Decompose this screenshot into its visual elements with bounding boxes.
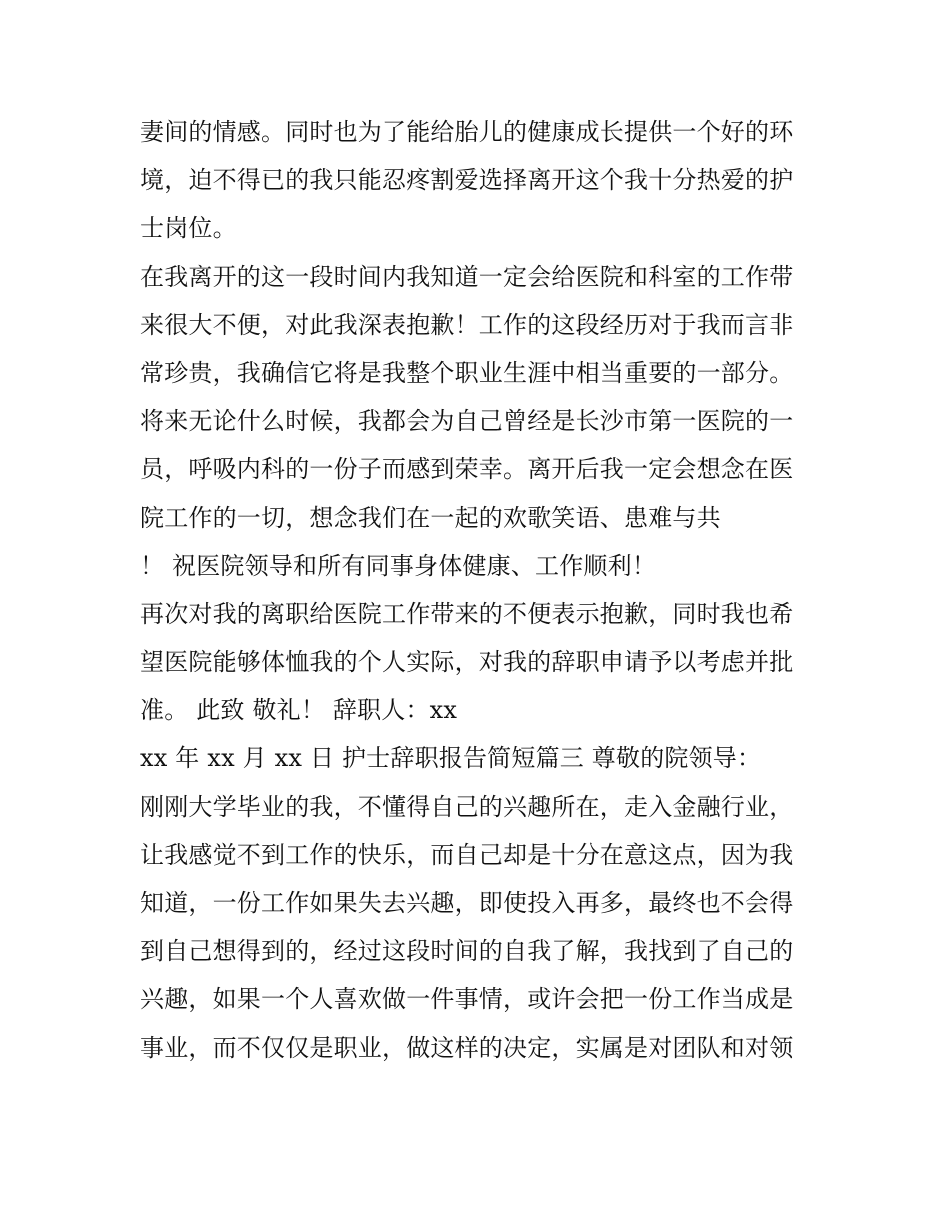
text-line-13: 准。 此致 敬礼！ 辞职人：xx [140, 696, 458, 725]
text-line-5: 来很大不便，对此我深表抱歉！工作的这段经历对于我而言非 [140, 310, 794, 339]
text-line-15: 刚刚大学毕业的我，不懂得自己的兴趣所在，走入金融行业， [140, 792, 794, 821]
text-line-6: 常珍贵，我确信它将是我整个职业生涯中相当重要的一部分。 [140, 358, 794, 387]
document-body [140, 108, 820, 1072]
text-line-16: 让我感觉不到工作的快乐，而自己却是十分在意这点，因为我 [140, 840, 794, 869]
text-line-20: 事业，而不仅仅是职业，做这样的决定，实属是对团队和对领 [140, 1033, 794, 1062]
text-line-4: 在我离开的这一段时间内我知道一定会给医院和科室的工作带 [140, 262, 794, 291]
text-line-17: 知道，一份工作如果失去兴趣，即使投入再多，最终也不会得 [140, 889, 794, 917]
text-line-12: 望医院能够体恤我的个人实际，对我的辞职申请予以考虑并批 [140, 648, 794, 677]
text-line-10: ！ 祝医院领导和所有同事身体健康、工作顺利！ [140, 551, 657, 580]
text-line-8: 员，呼吸内科的一份子而感到荣幸。离开后我一定会想念在医 [140, 455, 794, 484]
text-line-18: 到自己想得到的，经过这段时间的自我了解，我找到了自己的 [140, 937, 794, 966]
text-line-9: 院工作的一切，想念我们在一起的欢歌笑语、患难与共 [140, 503, 721, 532]
text-line-3: 士岗位。 [140, 214, 237, 243]
text-line-2: 境，迫不得已的我只能忍疼割爱选择离开这个我十分热爱的护 [140, 166, 794, 195]
text-line-7: 将来无论什么时候，我都会为自己曾经是长沙市第一医院的一 [140, 407, 794, 436]
text-line-14: xx 年 xx 月 xx 日 护士辞职报告简短篇三 尊敬的院领导： [140, 744, 762, 773]
text-line-19: 兴趣，如果一个人喜欢做一件事情，或许会把一份工作当成是 [140, 985, 794, 1014]
text-line-11: 再次对我的离职给医院工作带来的不便表示抱歉，同时我也希 [140, 599, 794, 628]
text-line-1: 妻间的情感。同时也为了能给胎儿的健康成长提供一个好的环 [140, 118, 794, 146]
